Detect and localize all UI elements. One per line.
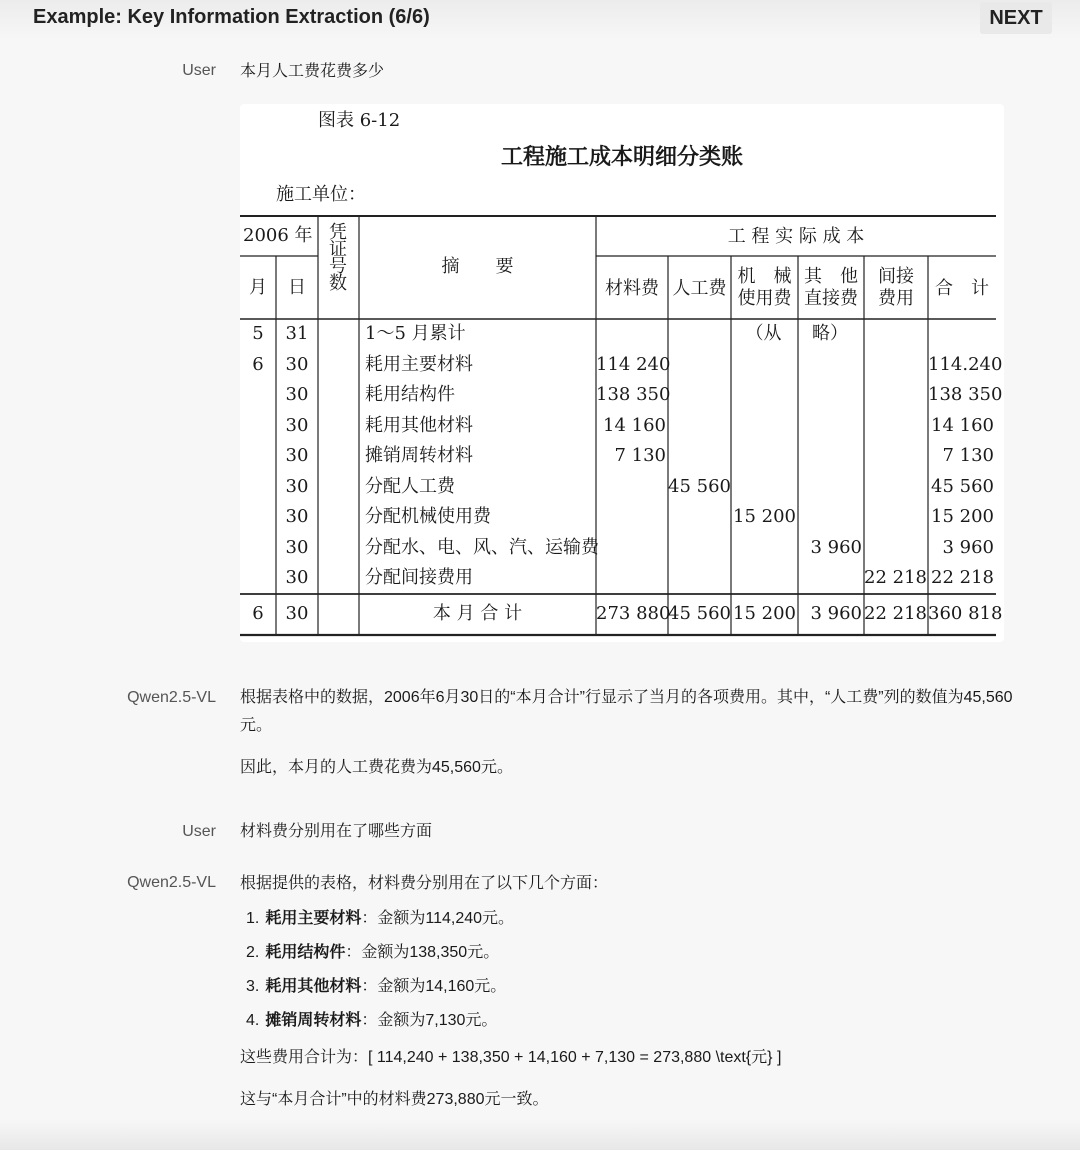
header-total: 合 计 <box>935 278 989 299</box>
list-item-number: 3. <box>246 978 260 995</box>
list-item <box>240 902 1040 936</box>
document-image <box>240 104 1004 642</box>
ledger-cell-material: 138 350 <box>596 384 671 405</box>
ledger-cell-indirect: 22 218 <box>864 567 927 588</box>
ledger-cell-labor: 45 560 <box>668 475 731 497</box>
ledger-cell-month: 5 <box>252 323 264 344</box>
list-item-text: ：金额为7,130元。 <box>361 1012 498 1029</box>
ledger-cell-machine: 15 200 <box>733 506 796 527</box>
header-actual-cost: 工 程 实 际 成 本 <box>727 226 865 247</box>
ledger-cell-total: 114.240 <box>928 353 1003 375</box>
document-caption: 图表 6-12 <box>318 110 401 131</box>
list-item-name: 耗用其他材料 <box>265 978 362 995</box>
total-sum: 360 818 <box>928 603 1003 624</box>
ledger-cell-summary: 摊销周转材料 <box>365 445 473 466</box>
header-month: 月 <box>249 277 267 298</box>
role-label-assistant: Qwen2.5-VL <box>127 874 216 891</box>
list-item <box>240 936 1040 970</box>
assistant-2-list <box>240 902 1040 1038</box>
header-year: 2006 年 <box>243 225 313 246</box>
header-machine-line1: 机 械 <box>737 266 792 287</box>
ledger-cell-summary: 1～5 月累计 <box>365 323 466 344</box>
ledger-cell-total: 22 218 <box>931 567 994 588</box>
list-item-name: 耗用结构件 <box>265 944 346 961</box>
assistant-2-final: 这与“本月合计”中的材料费273,880元一致。 <box>240 1091 549 1108</box>
list-item-name: 耗用主要材料 <box>265 910 362 927</box>
ledger-cell-material: 7 130 <box>614 445 666 466</box>
ledger-cell-summary: 分配间接费用 <box>365 567 473 588</box>
total-material: 273 880 <box>596 603 671 624</box>
header-indirect-line1: 间接 <box>878 266 914 287</box>
ledger-cell-total: 45 560 <box>931 475 994 497</box>
ledger-cell-day: 31 <box>285 323 309 344</box>
role-label-user: User <box>182 823 216 840</box>
total-indirect: 22 218 <box>864 603 927 624</box>
header-other-line1: 其 他 <box>804 266 858 287</box>
user-message-1: 本月人工费花费多少 <box>240 63 385 80</box>
list-item <box>240 1004 1040 1038</box>
ledger-cell-summary: 耗用主要材料 <box>365 353 473 375</box>
list-item-name: 摊销周转材料 <box>265 1012 362 1029</box>
ledger-cell-day: 30 <box>285 536 309 558</box>
document-unit-label: 施工单位： <box>276 184 366 205</box>
user-message-2: 材料费分别用在了哪些方面 <box>240 823 433 840</box>
header-labor: 人工费 <box>672 278 727 299</box>
document-title: 工程施工成本明细分类账 <box>500 145 743 170</box>
assistant-message-1 <box>240 684 1030 782</box>
list-item <box>240 970 1040 1004</box>
assistant-2-sum: 这些费用合计为：[ 114,240 + 138,350 + 14,160 + 7,130 = 273,880 \text{元} ] <box>240 1049 782 1066</box>
assistant-2-intro: 根据提供的表格，材料费分别用在了以下几个方面： <box>240 875 609 892</box>
assistant-message-2 <box>240 870 1040 1114</box>
ledger-cell-summary: 耗用其他材料 <box>365 414 473 436</box>
total-machine: 15 200 <box>733 603 796 624</box>
ledger-cell-day: 30 <box>285 445 309 466</box>
ledger-cell-summary: 分配水、电、风、汽、运输费 <box>365 536 599 558</box>
ledger-cell-summary: 耗用结构件 <box>365 384 455 405</box>
total-day: 30 <box>285 603 309 624</box>
ledger-cell-day: 30 <box>285 384 309 405</box>
total-other: 3 960 <box>810 603 862 624</box>
total-labor: 45 560 <box>668 603 731 624</box>
ledger-cell-total: 7 130 <box>942 445 994 466</box>
list-item-number: 4. <box>246 1012 260 1029</box>
ledger-cell-day: 30 <box>285 414 309 436</box>
total-month: 6 <box>252 603 264 624</box>
ledger-cell-machine: （从 <box>745 323 782 344</box>
total-summary: 本 月 合 计 <box>432 603 523 624</box>
ledger-cell-day: 30 <box>285 506 309 527</box>
ledger-cell-other: 3 960 <box>810 536 862 558</box>
list-item-number: 1. <box>246 910 260 927</box>
role-label-assistant: Qwen2.5-VL <box>127 689 216 706</box>
header-material: 材料费 <box>605 278 659 299</box>
ledger-cell-total: 3 960 <box>942 536 994 558</box>
list-item-text: ：金额为114,240元。 <box>361 910 515 927</box>
header-other-line2: 直接费 <box>804 288 858 309</box>
list-item-number: 2. <box>246 944 260 961</box>
ledger-cell-summary: 分配人工费 <box>365 475 455 497</box>
ledger-cell-summary: 分配机械使用费 <box>365 506 491 527</box>
ledger-cell-total: 14 160 <box>931 414 994 436</box>
header-day: 日 <box>288 277 306 298</box>
header-machine-line2: 使用费 <box>737 288 792 309</box>
ledger-cell-day: 30 <box>285 353 309 375</box>
ledger-cell-month: 6 <box>252 353 264 375</box>
role-label-user: User <box>182 62 216 79</box>
list-item-text: ：金额为138,350元。 <box>345 944 500 961</box>
ledger-cell-material: 14 160 <box>603 414 666 436</box>
ledger-cell-day: 30 <box>285 567 309 588</box>
ledger-cell-total: 15 200 <box>931 506 994 527</box>
ledger-cell-material: 114 240 <box>596 353 671 375</box>
list-item-text: ：金额为14,160元。 <box>361 978 507 995</box>
page-title: Example: Key Information Extraction (6/6) <box>33 6 430 28</box>
assistant-1-paragraph-1: 根据表格中的数据，2006年6月30日的“本月合计”行显示了当月的各项费用。其中，“人工费”列的数值为45,560元。 <box>240 689 1013 734</box>
ledger-cell-day: 30 <box>285 475 309 497</box>
ledger-cell-other: 略） <box>812 323 848 344</box>
next-button[interactable]: NEXT <box>980 2 1052 34</box>
header-indirect-line2: 费用 <box>878 288 914 309</box>
header-summary: 摘 要 <box>441 256 514 277</box>
footer-shade <box>0 1120 1080 1150</box>
header-voucher: 凭证号数 <box>329 222 347 294</box>
assistant-1-paragraph-2: 因此，本月的人工费花费为45,560元。 <box>240 759 513 776</box>
ledger-cell-total: 138 350 <box>928 384 1003 405</box>
